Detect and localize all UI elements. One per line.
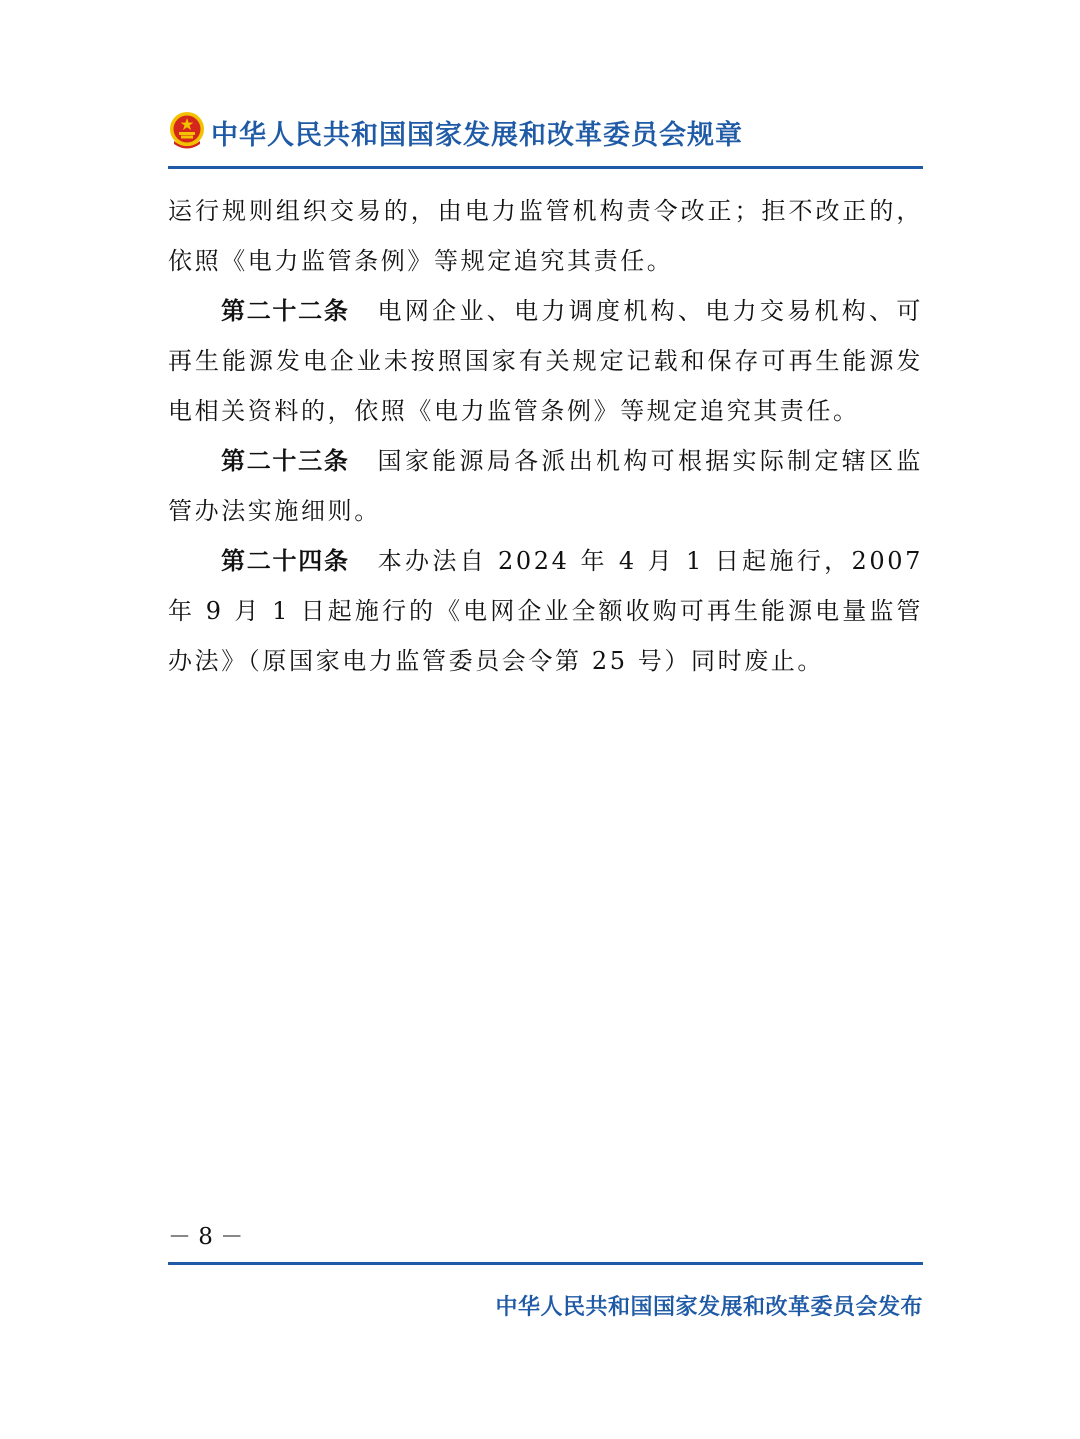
paragraph-continuation xyxy=(168,186,923,286)
article-heading: 第二十二条 xyxy=(221,297,350,325)
national-emblem-icon xyxy=(168,111,206,151)
article-text: 国家能源局各派出机构可根据实际制定辖区监管办法实施细则。 xyxy=(168,447,924,525)
footer-publisher: 中华人民共和国国家发展和改革委员会发布 xyxy=(495,1295,923,1320)
document-body xyxy=(168,186,923,686)
page-number: － 8 － xyxy=(168,1224,244,1250)
article-24 xyxy=(168,536,923,686)
header-title: 中华人民共和国国家发展和改革委员会规章 xyxy=(211,120,743,151)
footer-divider xyxy=(168,1262,923,1265)
article-22 xyxy=(168,286,923,436)
header-divider xyxy=(168,166,923,169)
paragraph-text: 运行规则组织交易的，由电力监管机构责令改正；拒不改正的，依照《电力监管条例》等规定追究其责任。 xyxy=(168,197,923,275)
page-header xyxy=(168,108,923,168)
article-text: 本办法自 2024 年 4 月 1 日起施行，2007 年 9 月 1 日起施行的《电网企业全额收购可再生能源电量监管办法》（原国家电力监管委员会令第 25 号）同时废止。 xyxy=(168,547,924,675)
article-heading: 第二十四条 xyxy=(221,547,350,575)
article-heading: 第二十三条 xyxy=(221,447,350,475)
article-text: 电网企业、电力调度机构、电力交易机构、可再生能源发电企业未按照国家有关规定记载和保存可再生能源发电相关资料的，依照《电力监管条例》等规定追究其责任。 xyxy=(168,297,924,425)
article-23 xyxy=(168,436,923,536)
